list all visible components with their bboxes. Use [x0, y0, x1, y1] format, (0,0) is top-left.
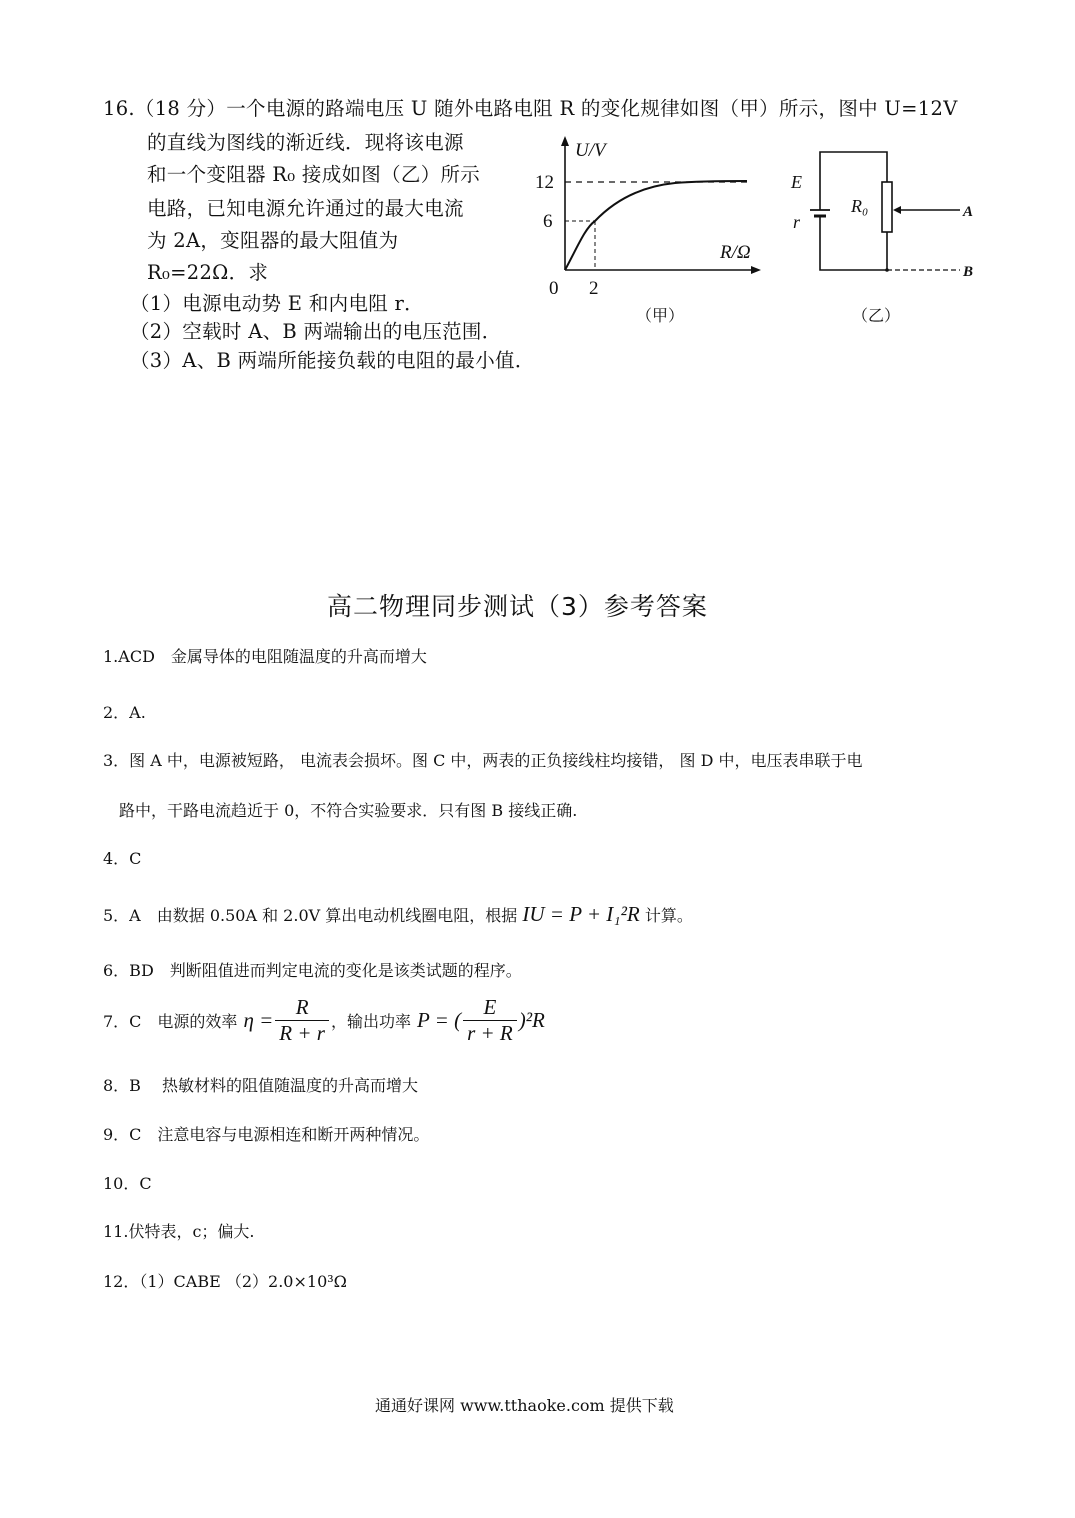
answer-11: 11.伏特表，c；偏大. [103, 1222, 255, 1241]
question16-line3: 和一个变阻器 R₀ 接成如图（乙）所示 [147, 163, 481, 186]
answer-7-power: P = ( [416, 1008, 462, 1033]
tick-label-2: 2 [589, 278, 599, 299]
answer-5-text: 5．A 由数据 0.50A 和 2.0V 算出电动机线圈电阻，根据 [103, 906, 518, 925]
figure-yi-circuit [785, 140, 980, 290]
rheostat-body [882, 182, 892, 232]
question16-sub1: （1）电源电动势 E 和内电阻 r． [130, 292, 424, 315]
power-numerator: E [463, 996, 517, 1021]
answer-12: 12．（1）CABE （2）2.0×10³Ω [103, 1272, 347, 1291]
figure-jia-caption: （甲） [636, 306, 685, 325]
footer-text: 通通好课网 www.tthaoke.com 提供下载 [375, 1396, 674, 1415]
question16-line6: R₀=22Ω．求 [147, 261, 269, 284]
answer-7-eta: η = [243, 1008, 274, 1033]
answer-10: 10．C [103, 1174, 152, 1193]
answer-7-mid: ，输出功率 [330, 1012, 411, 1032]
slider-arrow-icon [893, 206, 901, 214]
bottom-wire [820, 222, 887, 270]
label-r: r [793, 212, 801, 232]
answer-5-formula: IU = P + I₁²R [522, 902, 640, 926]
efficiency-fraction [275, 996, 329, 1045]
tick-label-6: 6 [543, 211, 553, 232]
origin-label: 0 [549, 278, 559, 299]
question16-sub2: （2）空载时 A、B 两端输出的电压范围． [130, 320, 502, 343]
label-b: B [963, 264, 974, 280]
answer-7-tail: )²R [518, 1008, 545, 1033]
answer-5-suffix: 计算。 [644, 906, 693, 925]
answer-3-line2: 路中，干路电流趋近于 0，不符合实验要求．只有图 B 接线正确. [119, 801, 578, 820]
top-wire [820, 152, 887, 202]
question16-line4: 电路，已知电源允许通过的最大电流 [147, 197, 464, 220]
question16-line2: 的直线为图线的渐近线．现将该电源 [147, 131, 464, 154]
efficiency-denominator: R + r [279, 1021, 325, 1046]
answer-7 [103, 996, 545, 1045]
y-axis-label: U/V [575, 140, 606, 161]
answers-title: 高二物理同步测试（3）参考答案 [327, 592, 708, 621]
junction-dot [885, 268, 889, 272]
power-fraction [463, 996, 517, 1045]
answer-7-text: 7．C 电源的效率 [103, 1012, 238, 1032]
tick-label-12: 12 [535, 172, 554, 193]
answer-4: 4．C [103, 849, 142, 868]
label-e: E [791, 172, 802, 192]
answer-5 [103, 902, 693, 927]
answer-2: 2．A. [103, 703, 146, 722]
power-denominator: r + R [467, 1021, 513, 1046]
answer-8: 8．B 热敏材料的阻值随温度的升高而增大 [103, 1076, 419, 1095]
label-a: A [963, 204, 974, 220]
answer-3-line1: 3．图 A 中，电源被短路， 电流表会损坏。图 C 中，两表的正负接线柱均接错， 图 D 中，电压表串联于电 [103, 751, 863, 770]
figure-yi-caption: （乙） [852, 306, 901, 325]
x-axis-arrow-icon [751, 266, 761, 274]
answer-1: 1.ACD 金属导体的电阻随温度的升高而增大 [103, 647, 427, 666]
y-axis-arrow-icon [561, 136, 569, 146]
answer-9: 9．C 注意电容与电源相连和断开两种情况。 [103, 1125, 430, 1144]
question16-line5: 为 2A，变阻器的最大阻值为 [147, 229, 399, 252]
efficiency-numerator: R [275, 996, 329, 1021]
question16-sub3: （3）A、B 两端所能接负载的电阻的最小值． [130, 349, 535, 372]
x-axis-label: R/Ω [720, 242, 751, 263]
label-r0: R₀ [851, 196, 869, 216]
answer-6: 6．BD 判断阻值进而判定电流的变化是该类试题的程序。 [103, 961, 522, 980]
question16-line1: 16.（18 分）一个电源的路端电压 U 随外电路电阻 R 的变化规律如图（甲）所示，图中 U=12V [103, 97, 958, 120]
figure-jia-graph [525, 130, 775, 330]
